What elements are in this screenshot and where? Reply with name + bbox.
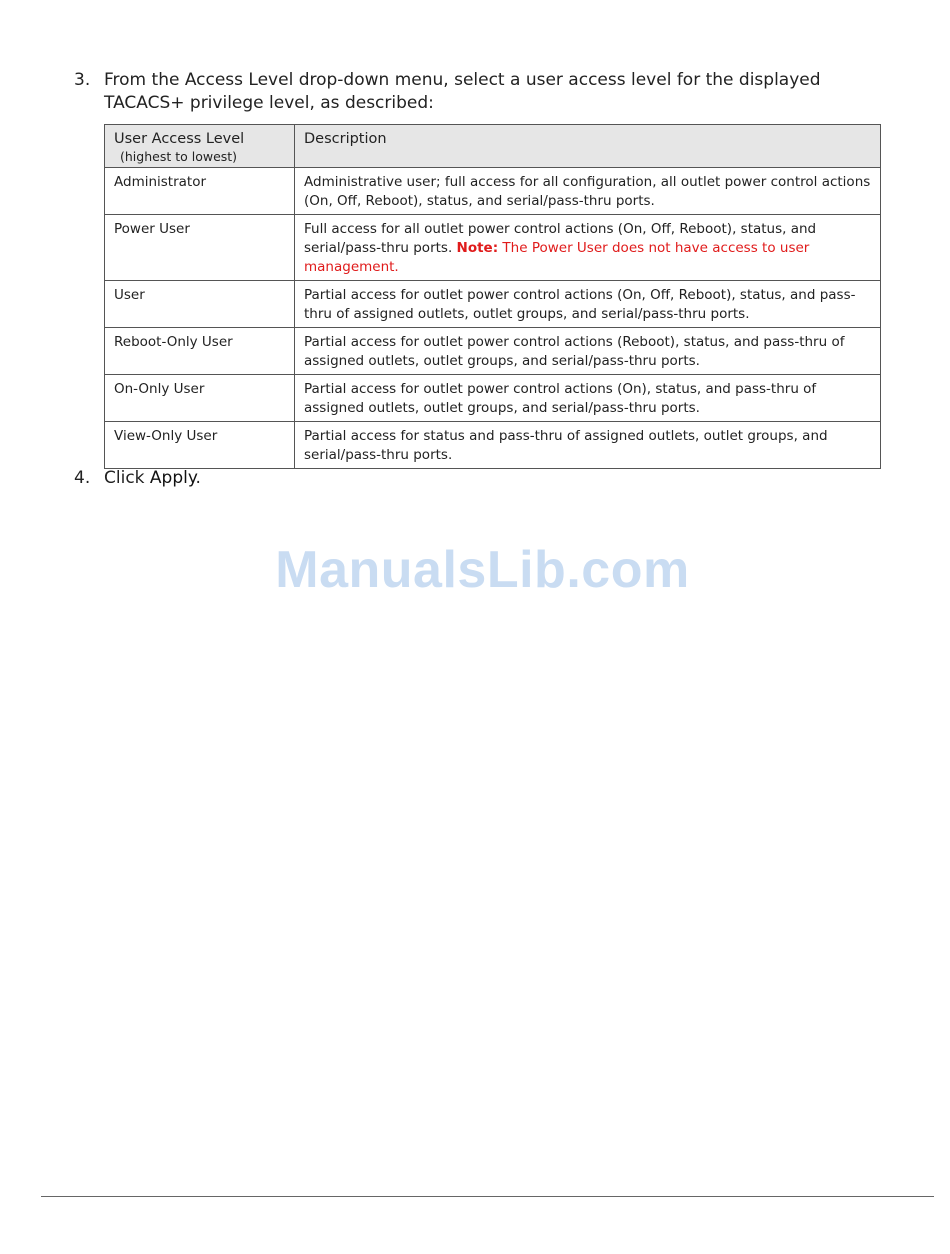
description-cell: Administrative user; full access for all configuration, all outlet power control actions (On, Off, Reboot), status, and serial/pass-thru ports. — [295, 168, 881, 215]
table-row — [105, 375, 881, 422]
apply-emphasis: Apply — [149, 468, 196, 488]
access-level-cell: Power User — [105, 215, 295, 281]
table-row — [105, 328, 881, 375]
table-row — [105, 168, 881, 215]
access-level-cell: On-Only User — [105, 375, 295, 422]
step-text-before: Click — [104, 468, 150, 488]
access-level-cell: Administrator — [105, 168, 295, 215]
step-text: From the Access Level drop-down menu, select a user access level for the displayed TACACS+ privilege level, as described: — [104, 70, 821, 113]
description-text: Full access for all outlet power control actions (On, Off, Reboot), status, and serial/pass-thru ports. — [304, 221, 817, 256]
header-label: User Access Level — [114, 131, 245, 147]
description-cell: Partial access for outlet power control actions (Reboot), status, and pass-thru of assigned outlets, outlet groups, and serial/pass-thru ports. — [295, 328, 881, 375]
access-level-table — [104, 124, 881, 469]
access-level-cell: Reboot-Only User — [105, 328, 295, 375]
step-text-after: . — [195, 468, 201, 488]
header-user-access-level — [105, 125, 295, 168]
manualslib-watermark: ManualsLib.com — [275, 541, 690, 599]
description-cell: Partial access for outlet power control actions (On), status, and pass-thru of assigned outlets, outlet groups, and serial/pass-thru ports. — [295, 375, 881, 422]
access-level-cell: User — [105, 281, 295, 328]
note-label: Note: — [456, 240, 499, 256]
table-row — [105, 215, 881, 281]
table-row — [105, 281, 881, 328]
description-cell: Partial access for status and pass-thru of assigned outlets, outlet groups, and serial/pass-thru ports. — [295, 422, 881, 469]
table-row — [105, 422, 881, 469]
note-text: The Power User does not have access to user management. — [304, 240, 810, 275]
description-cell — [295, 215, 881, 281]
step-text — [104, 467, 894, 490]
description-cell: Partial access for outlet power control actions (On, Off, Reboot), status, and pass-thru of assigned outlets, outlet groups, and serial/pass-thru ports. — [295, 281, 881, 328]
step-number: 3. — [74, 70, 91, 90]
table-header-row — [105, 125, 881, 168]
header-description: Description — [295, 125, 881, 168]
step-number: 4. — [74, 468, 91, 488]
access-level-cell: View-Only User — [105, 422, 295, 469]
footer-rule — [41, 1196, 934, 1197]
header-sublabel: (highest to lowest) — [120, 149, 238, 164]
